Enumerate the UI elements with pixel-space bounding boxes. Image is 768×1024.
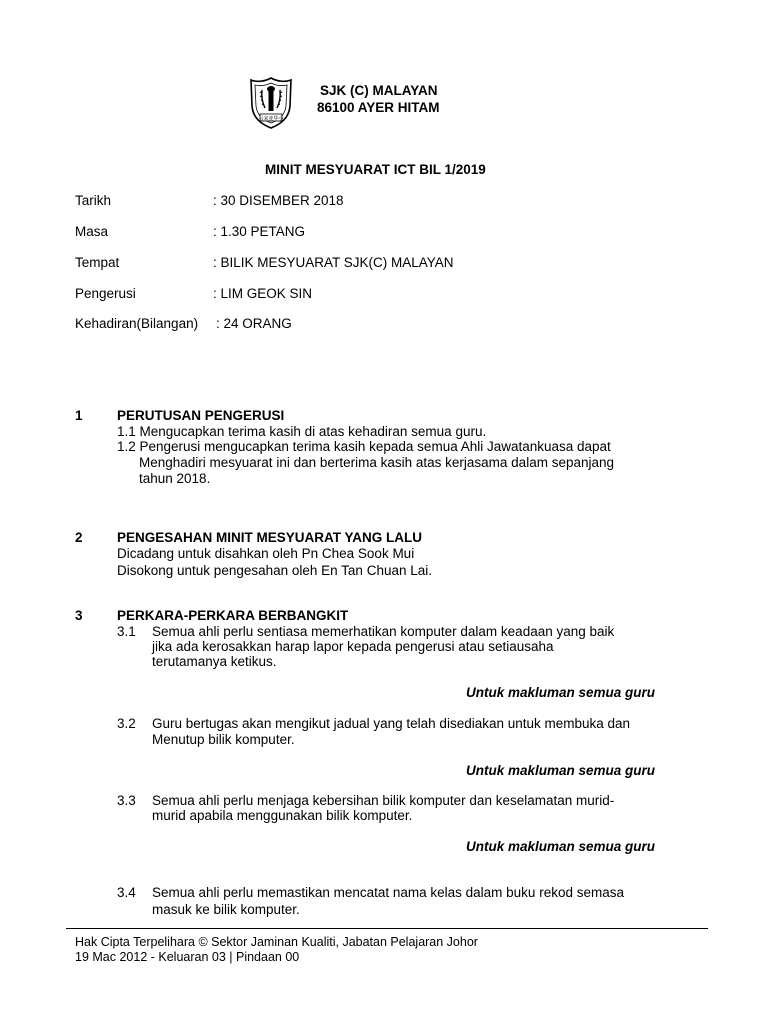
info-label-tempat: Tempat <box>75 255 120 270</box>
item-number: 3.4 <box>117 885 136 900</box>
school-crest-logo <box>248 76 294 130</box>
section-number: 1 <box>75 408 83 423</box>
item-line: Guru bertugas akan mengikut jadual yang telah disediakan untuk membuka dan <box>152 716 631 731</box>
info-label-pengerusi: Pengerusi <box>75 286 136 301</box>
section-line: 1.1 Mengucapkan terima kasih di atas kehadiran semua guru. <box>117 424 487 439</box>
info-value-masa: : 1.30 PETANG <box>213 224 306 239</box>
school-name: SJK (C) MALAYAN <box>320 83 438 98</box>
footer-revision: 19 Mac 2012 - Keluaran 03 | Pindaan 00 <box>75 950 300 964</box>
footer-copyright: Hak Cipta Terpelihara © Sektor Jaminan Kualiti, Jabatan Pelajaran Johor <box>75 935 478 949</box>
item-number: 3.3 <box>117 793 136 808</box>
section-line: Disokong untuk pengesahan oleh En Tan Chuan Lai. <box>117 563 432 578</box>
document-title: MINIT MESYUARAT ICT BIL 1/2019 <box>265 162 486 177</box>
section-heading: PERKARA-PERKARA BERBANGKIT <box>117 608 349 623</box>
item-line: jika ada kerosakkan harap lapor kepada pengerusi atau setiausaha <box>152 639 554 654</box>
item-line: Menutup bilik komputer. <box>152 732 295 747</box>
item-line: masuk ke bilik komputer. <box>152 902 300 917</box>
info-value-pengerusi: : LIM GEOK SIN <box>213 286 313 301</box>
section-heading: PERUTUSAN PENGERUSI <box>117 408 285 423</box>
item-note: Untuk makluman semua guru <box>465 763 655 778</box>
item-line: murid apabila menggunakan bilik komputer. <box>152 808 413 823</box>
section-number: 2 <box>75 530 83 545</box>
info-label-masa: Masa <box>75 224 109 239</box>
info-value-kehadiran: : 24 ORANG <box>216 316 292 331</box>
item-number: 3.2 <box>117 716 136 731</box>
info-value-tarikh: : 30 DISEMBER 2018 <box>213 193 344 208</box>
info-value-tempat: : BILIK MESYUARAT SJK(C) MALAYAN <box>213 255 454 270</box>
section-line: tahun 2018. <box>139 471 211 486</box>
item-line: Semua ahli perlu sentiasa memerhatikan komputer dalam keadaan yang baik <box>152 624 615 639</box>
section-line: Dicadang untuk disahkan oleh Pn Chea Sook Mui <box>117 546 415 561</box>
info-label-kehadiran: Kehadiran(Bilangan) <box>75 316 199 331</box>
item-line: Semua ahli perlu menjaga kebersihan bilik komputer dan keselamatan murid- <box>152 793 615 808</box>
crest-text: 马来亚华小 <box>258 116 284 122</box>
item-note: Untuk makluman semua guru <box>465 685 655 700</box>
section-heading: PENGESAHAN MINIT MESYUARAT YANG LALU <box>117 530 423 545</box>
school-address: 86100 AYER HITAM <box>317 100 440 115</box>
item-note: Untuk makluman semua guru <box>465 839 655 854</box>
section-line: Menghadiri mesyuarat ini dan berterima kasih atas kerjasama dalam sepanjang <box>139 455 614 470</box>
section-line: 1.2 Pengerusi mengucapkan terima kasih kepada semua Ahli Jawatankuasa dapat <box>117 439 611 454</box>
item-number: 3.1 <box>117 624 136 639</box>
footer-divider <box>66 928 708 929</box>
item-line: terutamanya ketikus. <box>152 654 277 669</box>
info-label-tarikh: Tarikh <box>75 193 112 208</box>
section-number: 3 <box>75 608 83 623</box>
item-line: Semua ahli perlu memastikan mencatat nama kelas dalam buku rekod semasa <box>152 885 624 900</box>
